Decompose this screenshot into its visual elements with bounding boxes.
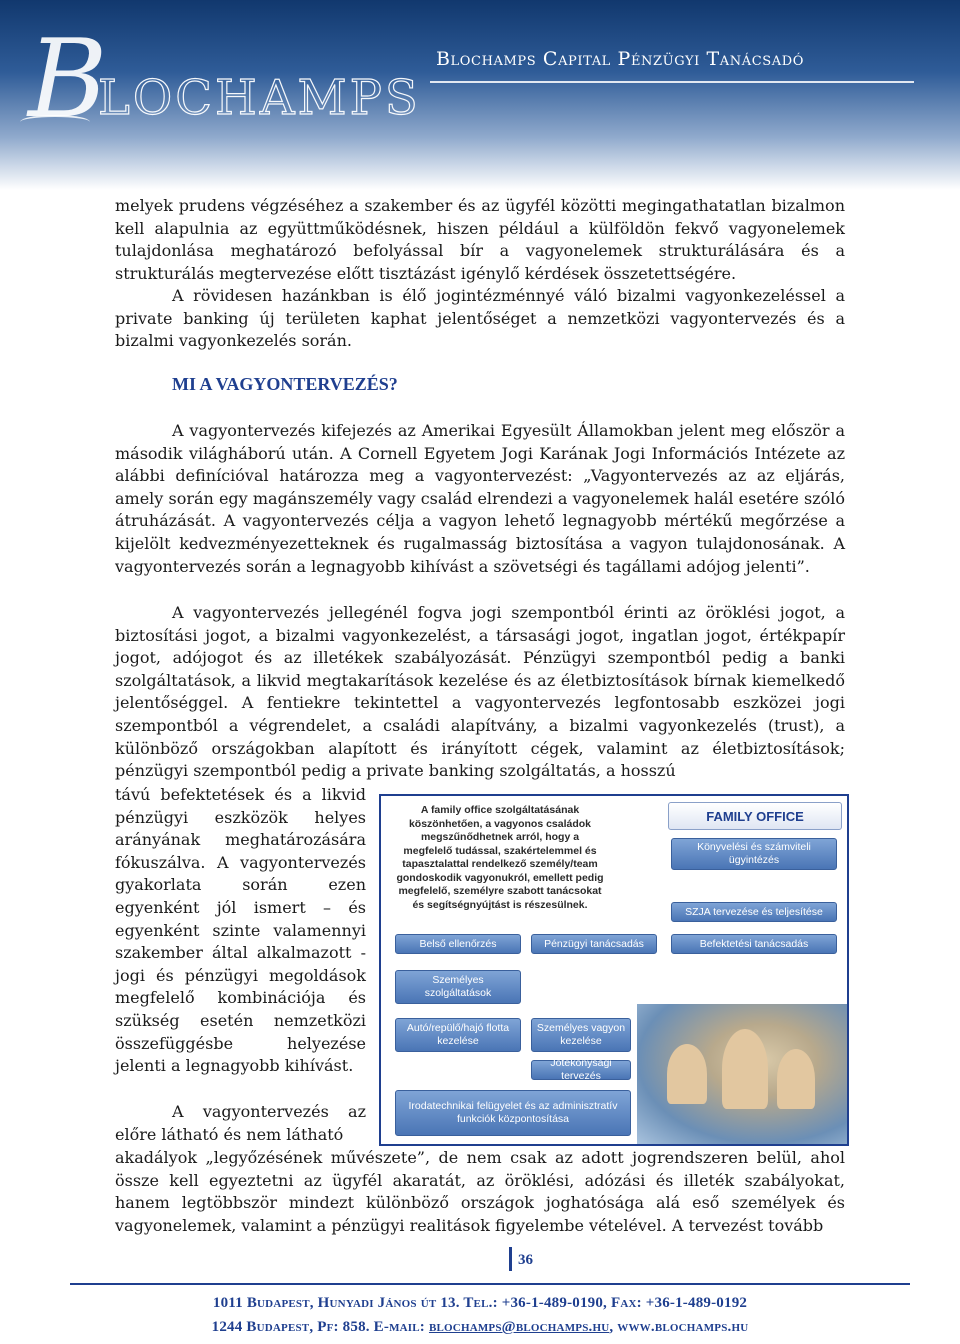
- figure-box-tax: SZJA tervezése és teljesítése: [671, 902, 837, 922]
- header-rule: [430, 81, 914, 83]
- figure-box-fleet: Autó/repülő/hajó flotta kezelése: [395, 1018, 521, 1052]
- footer-address: 1011 Budapest, Hunyadi János út 13. Tel.: +36-1-489-0190, Fax: +36-1-489-0192: [212, 1295, 748, 1311]
- page-number-bar: [509, 1247, 512, 1271]
- paragraph-4: A vagyontervezés jellegénél fogva jogi szempontból érinti az öröklési jogot, a biztosítási jogot, a bizalmi vagyonkezelést, a társasági jogot, ingatlan jogot, értékpapír jogot, adójogot és az illetékek szabályozását. Pénzügyi szempontból pedig a banki szolgáltatások, a likvid megtakarítások kezelése és az életbiztosítások bírnak kiemelkedő jelentőséggel. A fentiekre tekintettel a vagyontervezés legfontosabb eszközei jogi szempontból a végrendelet, a családi alapítvány, a bizalmi vagyonkezelés (trust), a különböző országokban alapított és irányított cégek, valamint az életbiztosítások; pénzügyi szempontból pedig a private banking szolgáltatás, a hosszú: [115, 603, 845, 781]
- logo-wordmark: LOCHAMPS: [98, 70, 421, 126]
- figure-box-office-admin: Irodatechnikai felügyelet és az adminisztratív funkciók központosítása: [395, 1090, 631, 1136]
- photo-person: [777, 1049, 815, 1109]
- website-link[interactable]: www.blochamps.hu: [617, 1319, 749, 1335]
- footer-contact-prefix: 1244 Budapest, Pf: 858. E-mail:: [211, 1319, 429, 1335]
- footer-separator: ,: [609, 1319, 618, 1335]
- paragraph-5-start: A vagyontervezés az előre látható és nem látható: [115, 1102, 366, 1144]
- photo-person: [722, 1029, 768, 1109]
- family-photo: [637, 1004, 847, 1144]
- section-heading: MI A VAGYONTERVEZÉS?: [172, 374, 398, 394]
- company-title: Blochamps Capital Pénzügyi Tanácsadó: [436, 48, 805, 70]
- paragraph-4-continued: távú befektetések és a likvid pénzügyi eszközök helyes arányának meghatározására fókuszálva. A vagyontervezés gyakorlata során ezen egyenként jól ismert – és egyenként szinte valamennyi szakember által alkalmazott - jogi és pénzügyi megoldások megfelelő kombinációja és szükség esetén nemzetközi összefüggésbe helyezése jelenti a legnagyobb kihívást.: [115, 785, 366, 1076]
- paragraph-2: A rövidesen hazánkban is élő jogintézménnyé váló bizalmi vagyonkezeléssel a private banking új területen kaphat jelentőséget a nemzetközi vagyontervezés és a bizalmi vagyonkezelés során.: [115, 286, 845, 351]
- photo-person: [667, 1044, 707, 1104]
- figure-title: FAMILY OFFICE: [668, 802, 842, 830]
- footer-rule: [70, 1283, 910, 1285]
- logo-initial: B: [28, 17, 108, 142]
- page-header: [0, 0, 960, 190]
- family-office-figure: [379, 794, 849, 1146]
- figure-box-audit: Belső ellenőrzés: [395, 934, 521, 954]
- page-number: 36: [518, 1252, 533, 1268]
- figure-intro-text: A family office szolgáltatásának köszönhetően, a vagyonos családok megszűnődhetnek arról, hogy a megfelelő tudással, szakértelemmel és tapasztalattal rendelkező személy/team gondoskodik vagyonukról, emellett pedig megfelelő, személyre szabott tanácsokat és segítségnyújtást is részesülnek.: [396, 804, 604, 911]
- paragraph-3: A vagyontervezés kifejezés az Amerikai Egyesült Államokban jelent meg először a második világháború után. A Cornell Egyetem Jogi Karának Jogi Információs Intézete az alábbi definícióval határozza meg a vagyontervezést: „Vagyontervezés az az eljárás, amely során egy magánszemély vagy család elrendezi a vagyonelemek halál esetére szóló átruházását. A vagyontervezés célja a vagyon lehető legnagyobb mértékű megőrzése a kijelölt kedvezményezetteknek és rugalmasság biztosítása a vagyon tulajdonosának. A vagyontervezés során a legnagyobb kihívást a szövetségi és tagállami adójog jelenti”.: [115, 421, 845, 576]
- figure-box-investment-advice: Befektetési tanácsadás: [671, 934, 837, 954]
- figure-box-accounting: Könyvelési és számviteli ügyintézés: [671, 838, 837, 870]
- figure-box-personal-wealth: Személyes vagyon kezelése: [531, 1018, 631, 1052]
- logo-swoosh: [20, 115, 90, 129]
- paragraph-5-continued: akadályok „legyőzésének művészete”, de nem csak az adott jogrendszeren belül, ahol össze kell egyeztetni az ügyfél akaratát, az öröklési, adózási és illeték szabályokat, hanem legtöbbször mindezt különböző országok joghatósága alá eső személyek és vagyonelemek, valamint a pénzügyi realitások figyelembe vételével. A tervezést tovább: [115, 1148, 845, 1235]
- email-link[interactable]: blochamps@blochamps.hu: [428, 1319, 610, 1335]
- figure-box-financial-advice: Pénzügyi tanácsadás: [531, 934, 657, 954]
- figure-box-personal-services: Személyes szolgáltatások: [395, 970, 521, 1004]
- figure-box-charity: Jótékonysági tervezés: [531, 1060, 631, 1080]
- footer-contact: [0, 1319, 960, 1336]
- paragraph-1: melyek prudens végzéséhez a szakember és az ügyfél közötti megingathatatlan bizalmon kell alapulnia az együttműködésnek, hiszen például a külföldön fekvő vagyonelemek tulajdonlása meghatározó befolyással bír a vagyonelemek strukturálására és a strukturálás megtervezése előtt tisztázást igénylő kérdések összetettségére.: [115, 196, 845, 283]
